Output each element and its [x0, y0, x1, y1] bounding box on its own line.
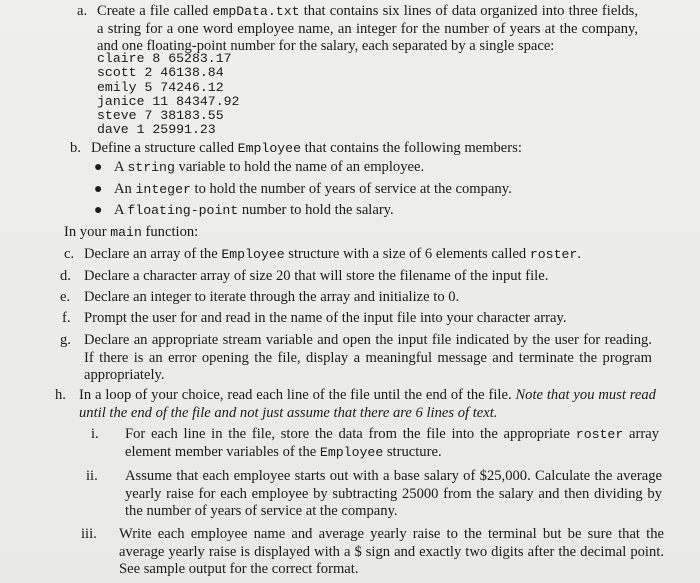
data-line: emily 5 74246.12	[97, 79, 224, 95]
item-d-text: Declare a character array of size 20 that will store the filename of the input file.	[84, 268, 549, 284]
item-e-label: e.	[60, 289, 71, 305]
bullet-item: A floating-point number to hold the salary.	[114, 202, 394, 218]
item-h-i-text: For each line in the file, store the data from the file into the appropriate roster array element member variables of the Employee structure.	[125, 426, 660, 460]
main-intro: In your main function:	[64, 224, 199, 240]
item-c-text: Declare an array of the Employee structure with a size of 6 elements called roster.	[84, 246, 581, 262]
item-b-label: b.	[70, 140, 81, 156]
item-e-text: Declare an integer to iterate through the array and initialize to 0.	[84, 289, 460, 305]
item-h-iii-label: iii.	[81, 526, 97, 542]
item-f-text: Prompt the user for and read in the name of the input file into your character array.	[84, 310, 567, 326]
data-line: steve 7 38183.55	[97, 108, 224, 124]
item-a-label: a.	[77, 3, 88, 19]
item-f-label: f.	[62, 310, 71, 326]
data-line: scott 2 46138.84	[97, 65, 224, 81]
item-h-ii-label: ii.	[86, 468, 98, 484]
bullet-item: A string variable to hold the name of an employee.	[114, 159, 425, 175]
item-b-text: Define a structure called Employee that contains the following members:	[91, 140, 522, 156]
bullet-icon: ●	[94, 182, 103, 197]
item-h-text: In a loop of your choice, read each line of the file until the end of the file. Note that you must read until the end of the file and not just assume that there are 6 lines of text.	[79, 387, 656, 421]
item-c-label: c.	[64, 246, 75, 262]
data-line: dave 1 25991.23	[97, 122, 216, 138]
code-struct: Employee	[237, 141, 301, 156]
item-d-label: d.	[60, 268, 71, 284]
item-g-text: Declare an appropriate stream variable and open the input file indicated by the user for reading. If there is an error opening the file, display a meaningful message and terminate the program appropriately.	[84, 332, 652, 384]
bullet-icon: ●	[94, 203, 103, 218]
data-line: claire 8 65283.17	[97, 51, 232, 66]
item-h-note: Note that you must read until the end of the file and not just assume that there are 6 lines of text.	[79, 387, 656, 421]
data-file-contents	[97, 52, 239, 138]
bullet-icon: ●	[94, 160, 103, 175]
item-h-ii-text: Assume that each employee starts out with a base salary of $25,000. Calculate the average yearly raise for each employee by subtracting 25000 from the salary and then dividing by the number of years of service at the company.	[125, 468, 662, 520]
item-g-label: g.	[60, 332, 71, 348]
code-filename: empData.txt	[212, 4, 300, 19]
item-h-i-label: i.	[91, 426, 99, 442]
item-h-label: h.	[55, 387, 66, 403]
bullet-item: An integer to hold the number of years of service at the company.	[114, 181, 512, 197]
item-h-iii-text: Write each employee name and average yearly raise to the terminal but be sure that the average yearly raise is displayed with a $ sign and exactly two digits after the decimal point. See sample output for the correct format.	[119, 526, 664, 578]
data-line: janice 11 84347.92	[97, 93, 240, 109]
item-a-text: Create a file called empData.txt that contains six lines of data organized into three fields, a string for a one word employee name, an integer for the number of years at the company, and one floating-point number for the salary, each separated by a single space:	[97, 3, 638, 55]
